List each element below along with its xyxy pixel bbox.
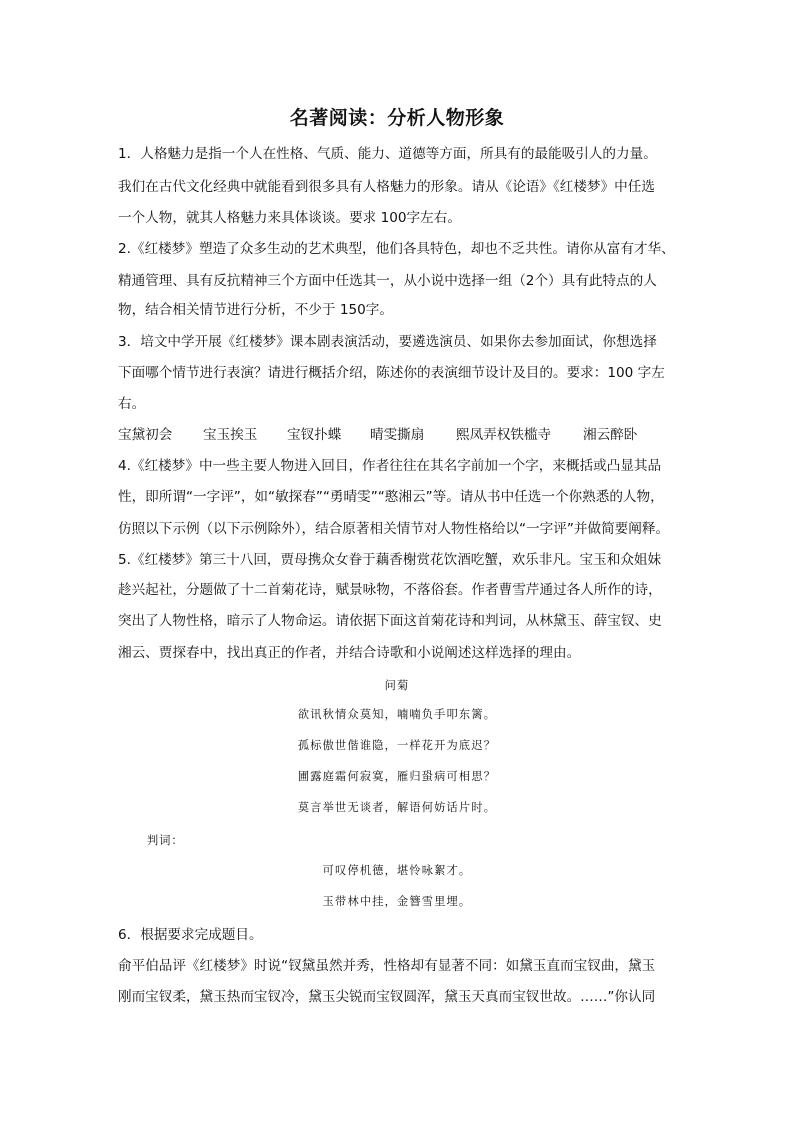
- q3-option-1: 宝黛初会: [118, 427, 173, 443]
- poem-line-4: 莫言举世无谈者，解语何妨话片时。: [297, 801, 497, 814]
- poem-line-1: 欲讯秋情众莫知，喃喃负手叩东篱。: [297, 708, 497, 721]
- q1-line-1: 1．人格魅力是指一个人在性格、气质、能力、道德等方面，所具有的最能吸引人的力量。: [118, 146, 657, 162]
- q1-line-3: 一个人物，就其人格魅力来具体谈谈。要求 100字左右。: [118, 210, 461, 226]
- judgement-line-1: 可叹停机德，堪怜咏絮才。: [322, 864, 472, 877]
- q3-option-4: 晴雯撕扇: [370, 427, 425, 443]
- q3-line-1: 3．培文中学开展《红楼梦》课本剧表演活动，要遴选演员、如果你去参加面试，你想选择: [118, 334, 657, 350]
- poem-title: 问菊: [384, 679, 410, 692]
- q5-line-4: 湘云、贾探春中，找出真正的作者，并结合诗歌和小说阐述这样选择的理由。: [118, 645, 581, 661]
- q4-line-3: 仿照以下示例（以下示例除外），结合原著相关情节对人物性格给以“一字评”并做简要阐释。: [118, 521, 670, 537]
- q5-line-1: 5.《红楼梦》第三十八回，贾母携众女眷于藕香榭赏花饮酒吃蟹，欢乐非凡。宝玉和众姐妹: [118, 552, 662, 568]
- q3-line-3: 右。: [118, 396, 146, 412]
- q3-option-3: 宝钗扑蝶: [287, 427, 342, 443]
- q3-option-5: 熙凤弄权铁槛寺: [456, 427, 552, 443]
- q1-line-2: 我们在古代文化经典中就能看到很多具有人格魅力的形象。请从《论语》《红楼梦》中任选: [118, 179, 655, 195]
- q6-line-3: 刚而宝钗柔，黛玉热而宝钗冷，黛玉尖锐而宝钗圆浑，黛玉天真而宝钗世故。……”你认同: [118, 989, 656, 1005]
- poem-line-3: 圃露庭霜何寂寞，雁归蛩病可相思？: [297, 770, 497, 783]
- q3-option-6: 湘云醉卧: [583, 427, 638, 443]
- q5-line-2: 趁兴起社，分题做了十二首菊花诗，赋景咏物，不落俗套。作者曹雪芹通过各人所作的诗，: [118, 582, 662, 598]
- judgement-label: 判词：: [147, 834, 184, 847]
- q5-line-3: 突出了人物性格，暗示了人物命运。请依据下面这首菊花诗和判词，从林黛玉、薛宝钗、史: [118, 613, 662, 629]
- q2-line-2: 精通管理、具有反抗精神三个方面中任选其一，从小说中选择一组（2个）具有此特点的人: [118, 273, 657, 289]
- page-title: 名著阅读：分析人物形象: [289, 107, 505, 129]
- q4-line-1: 4.《红楼梦》中一些主要人物进入回目，作者往往在其名字前加一个字，来概括或凸显其品: [118, 458, 662, 474]
- q4-line-2: 性，即所谓“一字评”，如“敏探春”“勇晴雯”“憨湘云”等。请从书中任选一个你熟悉的人物，: [118, 489, 664, 505]
- q2-line-3: 物，结合相关情节进行分析，不少于 150字。: [118, 302, 393, 318]
- q2-line-1: 2.《红楼梦》塑造了众多生动的艺术典型，他们各具特色，却也不乏共性。请你从富有才华、: [118, 241, 675, 257]
- q3-option-2: 宝玉挨玉: [203, 427, 258, 443]
- q6-line-2: 俞平伯品评《红楼梦》时说“钗黛虽然并秀，性格却有显著不同：如黛玉直而宝钗曲，黛玉: [118, 958, 656, 974]
- judgement-line-2: 玉带林中挂，金簪雪里埋。: [322, 895, 472, 908]
- q3-line-2: 下面哪个情节进行表演？请进行概括介绍，陈述你的表演细节设计及目的。要求：100 字左: [118, 365, 665, 381]
- q6-line-1: 6．根据要求完成题目。: [118, 927, 263, 943]
- poem-line-2: 孤标傲世偕谁隐，一样花开为底迟？: [297, 739, 497, 752]
